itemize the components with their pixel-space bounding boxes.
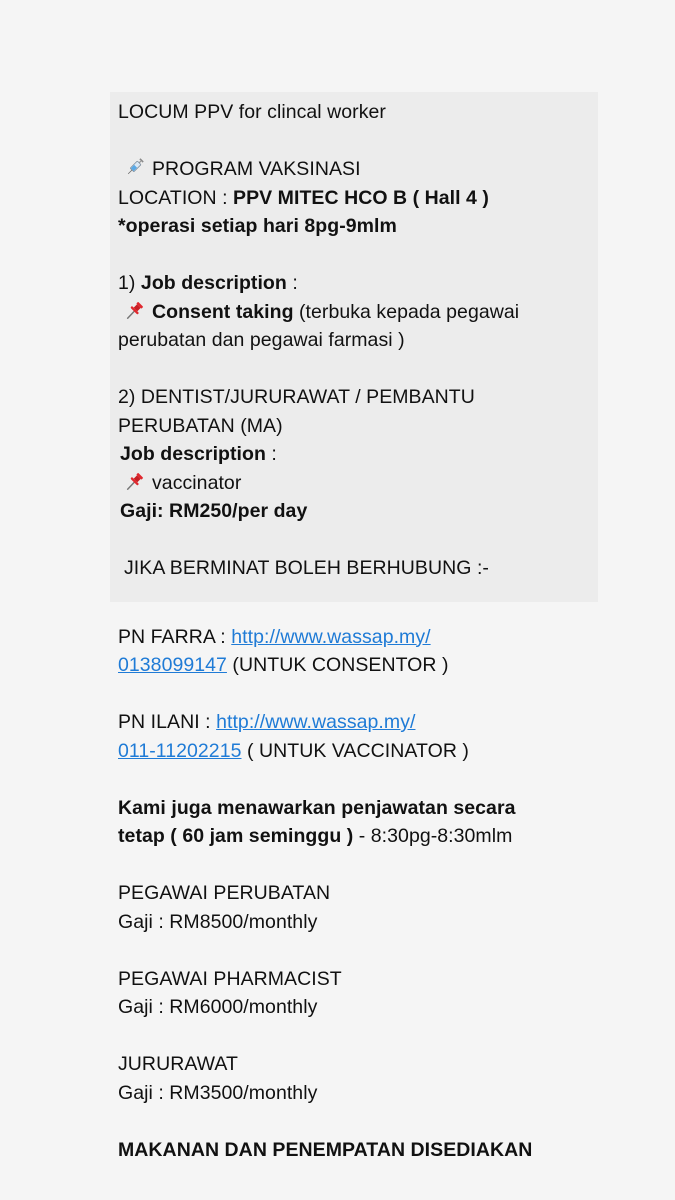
contact-ilani-continued bbox=[118, 737, 638, 766]
program-line bbox=[118, 155, 638, 184]
position-salary: Gaji : RM8500/monthly bbox=[118, 910, 318, 933]
contact-name: PN FARRA : bbox=[118, 625, 232, 648]
contact-farra-continued bbox=[118, 651, 638, 680]
job2-desc-heading: Job description bbox=[120, 443, 266, 465]
location-label: LOCATION : bbox=[118, 186, 234, 209]
job1-heading bbox=[118, 269, 638, 298]
position-title: PEGAWAI PHARMACIST bbox=[118, 967, 342, 990]
job1-role-line bbox=[118, 298, 638, 327]
job2-heading: 2) DENTIST/JURURAWAT / PEMBANTU bbox=[118, 386, 475, 408]
job1-note: (terbuka kepada pegawai bbox=[293, 300, 520, 323]
post-content bbox=[118, 98, 638, 1164]
contact-farra bbox=[118, 623, 638, 652]
syringe-icon bbox=[124, 156, 146, 178]
job1-number: 1) bbox=[118, 272, 141, 294]
contact-purpose: (UNTUK CONSENTOR ) bbox=[226, 654, 449, 676]
contact-ilani bbox=[118, 708, 638, 737]
job2-role-line bbox=[118, 469, 638, 498]
permanent-offer-hours: - 8:30pg-8:30mlm bbox=[353, 825, 513, 847]
job2-desc-line bbox=[118, 440, 638, 469]
job1-desc-heading: Job description bbox=[140, 272, 287, 294]
contact-whatsapp-link[interactable]: http://www.wassap.my/ bbox=[231, 625, 431, 648]
location-value: PPV MITEC HCO B ( Hall 4 ) bbox=[233, 186, 489, 209]
permanent-offer-continued bbox=[118, 822, 638, 851]
job2-heading-continued: PERUBATAN (MA) bbox=[118, 414, 283, 437]
permanent-offer: Kami juga menawarkan penjawatan secara bbox=[118, 796, 516, 819]
job2-role: vaccinator bbox=[152, 471, 242, 494]
job1-desc-suffix: : bbox=[286, 272, 298, 294]
job1-note-continued: perubatan dan pegawai farmasi ) bbox=[118, 329, 405, 351]
position-title: JURURAWAT bbox=[118, 1053, 238, 1075]
footer-note: MAKANAN DAN PENEMPATAN DISEDIAKAN bbox=[118, 1138, 533, 1161]
job1-role: Consent taking bbox=[152, 300, 294, 323]
operation-hours: *operasi setiap hari 8pg-9mlm bbox=[118, 215, 397, 237]
post-title: LOCUM PPV for clincal worker bbox=[118, 101, 386, 123]
contact-name: PN ILANI : bbox=[118, 711, 217, 733]
contact-whatsapp-link[interactable]: http://www.wassap.my/ bbox=[216, 711, 416, 733]
contact-whatsapp-link-number[interactable]: 011-11202215 bbox=[118, 739, 242, 762]
contact-whatsapp-link-number[interactable]: 0138099147 bbox=[118, 654, 227, 676]
program-title: PROGRAM VAKSINASI bbox=[152, 158, 361, 180]
position-salary: Gaji : RM6000/monthly bbox=[118, 996, 318, 1018]
pushpin-icon bbox=[124, 470, 146, 492]
contact-purpose: ( UNTUK VACCINATOR ) bbox=[241, 739, 469, 762]
job2-desc-suffix: : bbox=[265, 443, 277, 465]
pushpin-icon bbox=[124, 299, 146, 321]
position-title: PEGAWAI PERUBATAN bbox=[118, 882, 331, 904]
permanent-offer-terms: tetap ( 60 jam seminggu ) bbox=[118, 825, 354, 847]
contact-intro: JIKA BERMINAT BOLEH BERHUBUNG :- bbox=[124, 557, 489, 579]
location-line bbox=[118, 184, 638, 213]
job2-salary: Gaji: RM250/per day bbox=[120, 500, 308, 522]
position-salary: Gaji : RM3500/monthly bbox=[118, 1081, 318, 1104]
